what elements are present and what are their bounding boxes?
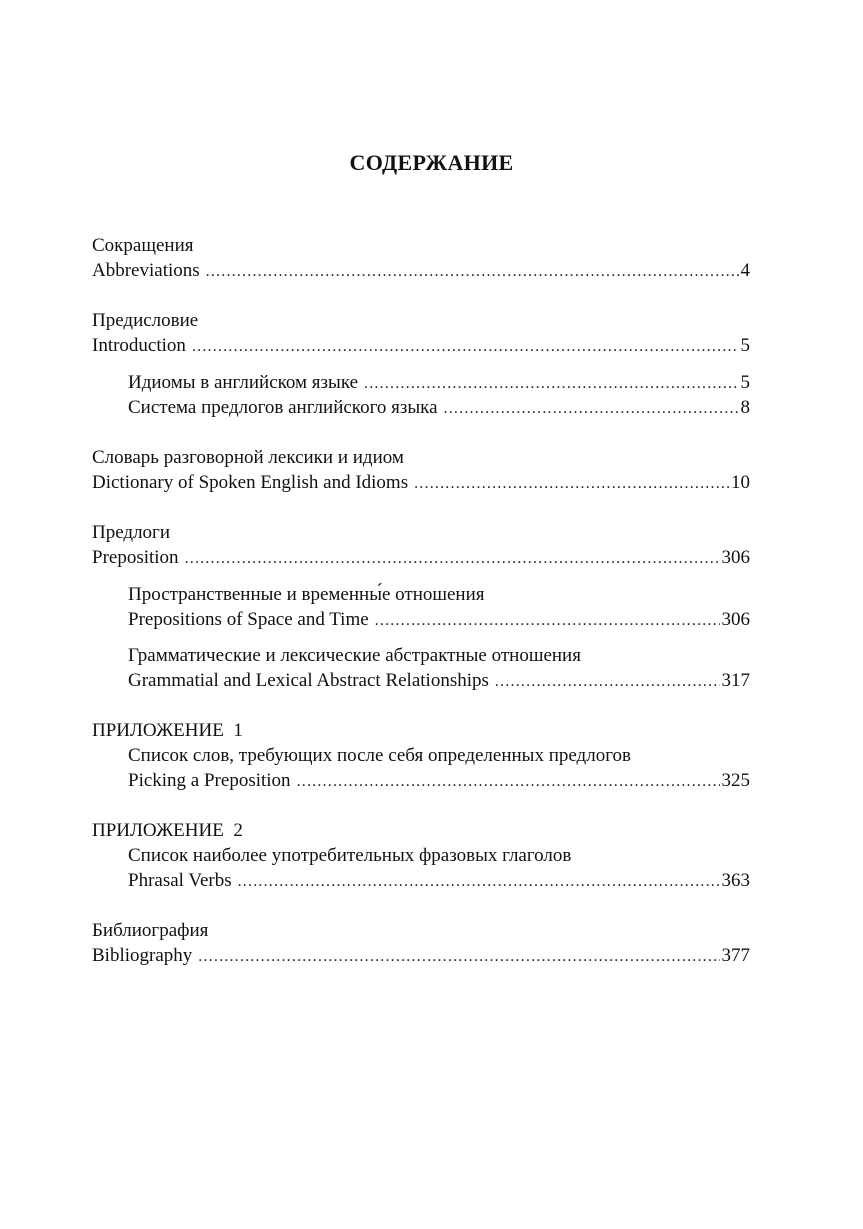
toc-page-number: 10 <box>731 472 750 493</box>
toc-heading-appendix-2: ПРИЛОЖЕНИЕ 2 <box>92 820 243 841</box>
dot-leader <box>297 769 720 795</box>
dot-leader <box>185 546 720 572</box>
toc-entry-appendix-1[interactable] <box>128 768 750 794</box>
page-title: СОДЕРЖАНИЕ <box>349 150 514 175</box>
toc-entry-label: Preposition <box>92 547 179 568</box>
toc-ru-appendix-1: Список слов, требующих после себя определенных предлогов <box>128 745 631 766</box>
toc-entry-space-time[interactable] <box>128 607 750 633</box>
toc-page-number: 8 <box>740 397 750 418</box>
toc-entry-label: Система предлогов английского языка <box>128 397 438 418</box>
dot-leader <box>364 371 738 397</box>
toc-ru-abstract-relationships: Грамматические и лексические абстрактные отношения <box>128 645 581 666</box>
dot-leader <box>192 334 739 360</box>
dot-leader <box>375 608 720 634</box>
toc-entry-label: Dictionary of Spoken English and Idioms <box>92 472 409 493</box>
toc-entry-label: Grammatial and Lexical Abstract Relationships <box>128 670 489 691</box>
toc-ru-preposition: Предлоги <box>92 522 171 543</box>
toc-page-number: 363 <box>721 870 750 891</box>
dot-leader <box>198 944 719 970</box>
toc-ru-space-time: Пространственные и временны́е отношения <box>128 584 485 605</box>
toc-page-number: 317 <box>721 670 750 691</box>
dot-leader <box>414 471 729 497</box>
toc-entry-abbreviations[interactable] <box>92 258 750 284</box>
dot-leader <box>444 396 739 422</box>
toc-entry-bibliography[interactable] <box>92 943 750 969</box>
toc-ru-bibliography: Библиография <box>92 920 209 941</box>
toc-ru-introduction: Предисловие <box>92 310 199 331</box>
toc-entry-preposition-system[interactable] <box>128 395 750 421</box>
toc-entry-label: Идиомы в английском языке <box>128 372 359 393</box>
toc-page-number: 325 <box>721 770 750 791</box>
dot-leader <box>238 869 720 895</box>
toc-entry-introduction[interactable] <box>92 333 750 359</box>
toc-page-number: 306 <box>721 609 750 630</box>
dot-leader <box>206 259 739 285</box>
toc-entry-abstract-relationships[interactable] <box>128 668 750 694</box>
toc-entry-idioms[interactable] <box>128 370 750 396</box>
toc-page-number: 306 <box>721 547 750 568</box>
toc-entry-label: Bibliography <box>92 945 193 966</box>
toc-page-number: 5 <box>740 372 750 393</box>
toc-ru-abbreviations: Сокращения <box>92 235 194 256</box>
toc-page-number: 5 <box>740 335 750 356</box>
toc-entry-label: Abbreviations <box>92 260 200 281</box>
toc-entry-appendix-2[interactable] <box>128 868 750 894</box>
dot-leader <box>495 669 720 695</box>
toc-entry-label: Introduction <box>92 335 186 356</box>
toc-ru-dictionary: Словарь разговорной лексики и идиом <box>92 447 404 468</box>
toc-ru-appendix-2: Список наиболее употребительных фразовых глаголов <box>128 845 572 866</box>
toc-entry-label: Prepositions of Space and Time <box>128 609 369 630</box>
toc-entry-label: Picking a Preposition <box>128 770 291 791</box>
toc-page-number: 4 <box>740 260 750 281</box>
toc-heading-appendix-1: ПРИЛОЖЕНИЕ 1 <box>92 720 243 741</box>
toc-entry-dictionary[interactable] <box>92 470 750 496</box>
toc-page-number: 377 <box>721 945 750 966</box>
toc-entry-preposition[interactable] <box>92 545 750 571</box>
toc-entry-label: Phrasal Verbs <box>128 870 232 891</box>
